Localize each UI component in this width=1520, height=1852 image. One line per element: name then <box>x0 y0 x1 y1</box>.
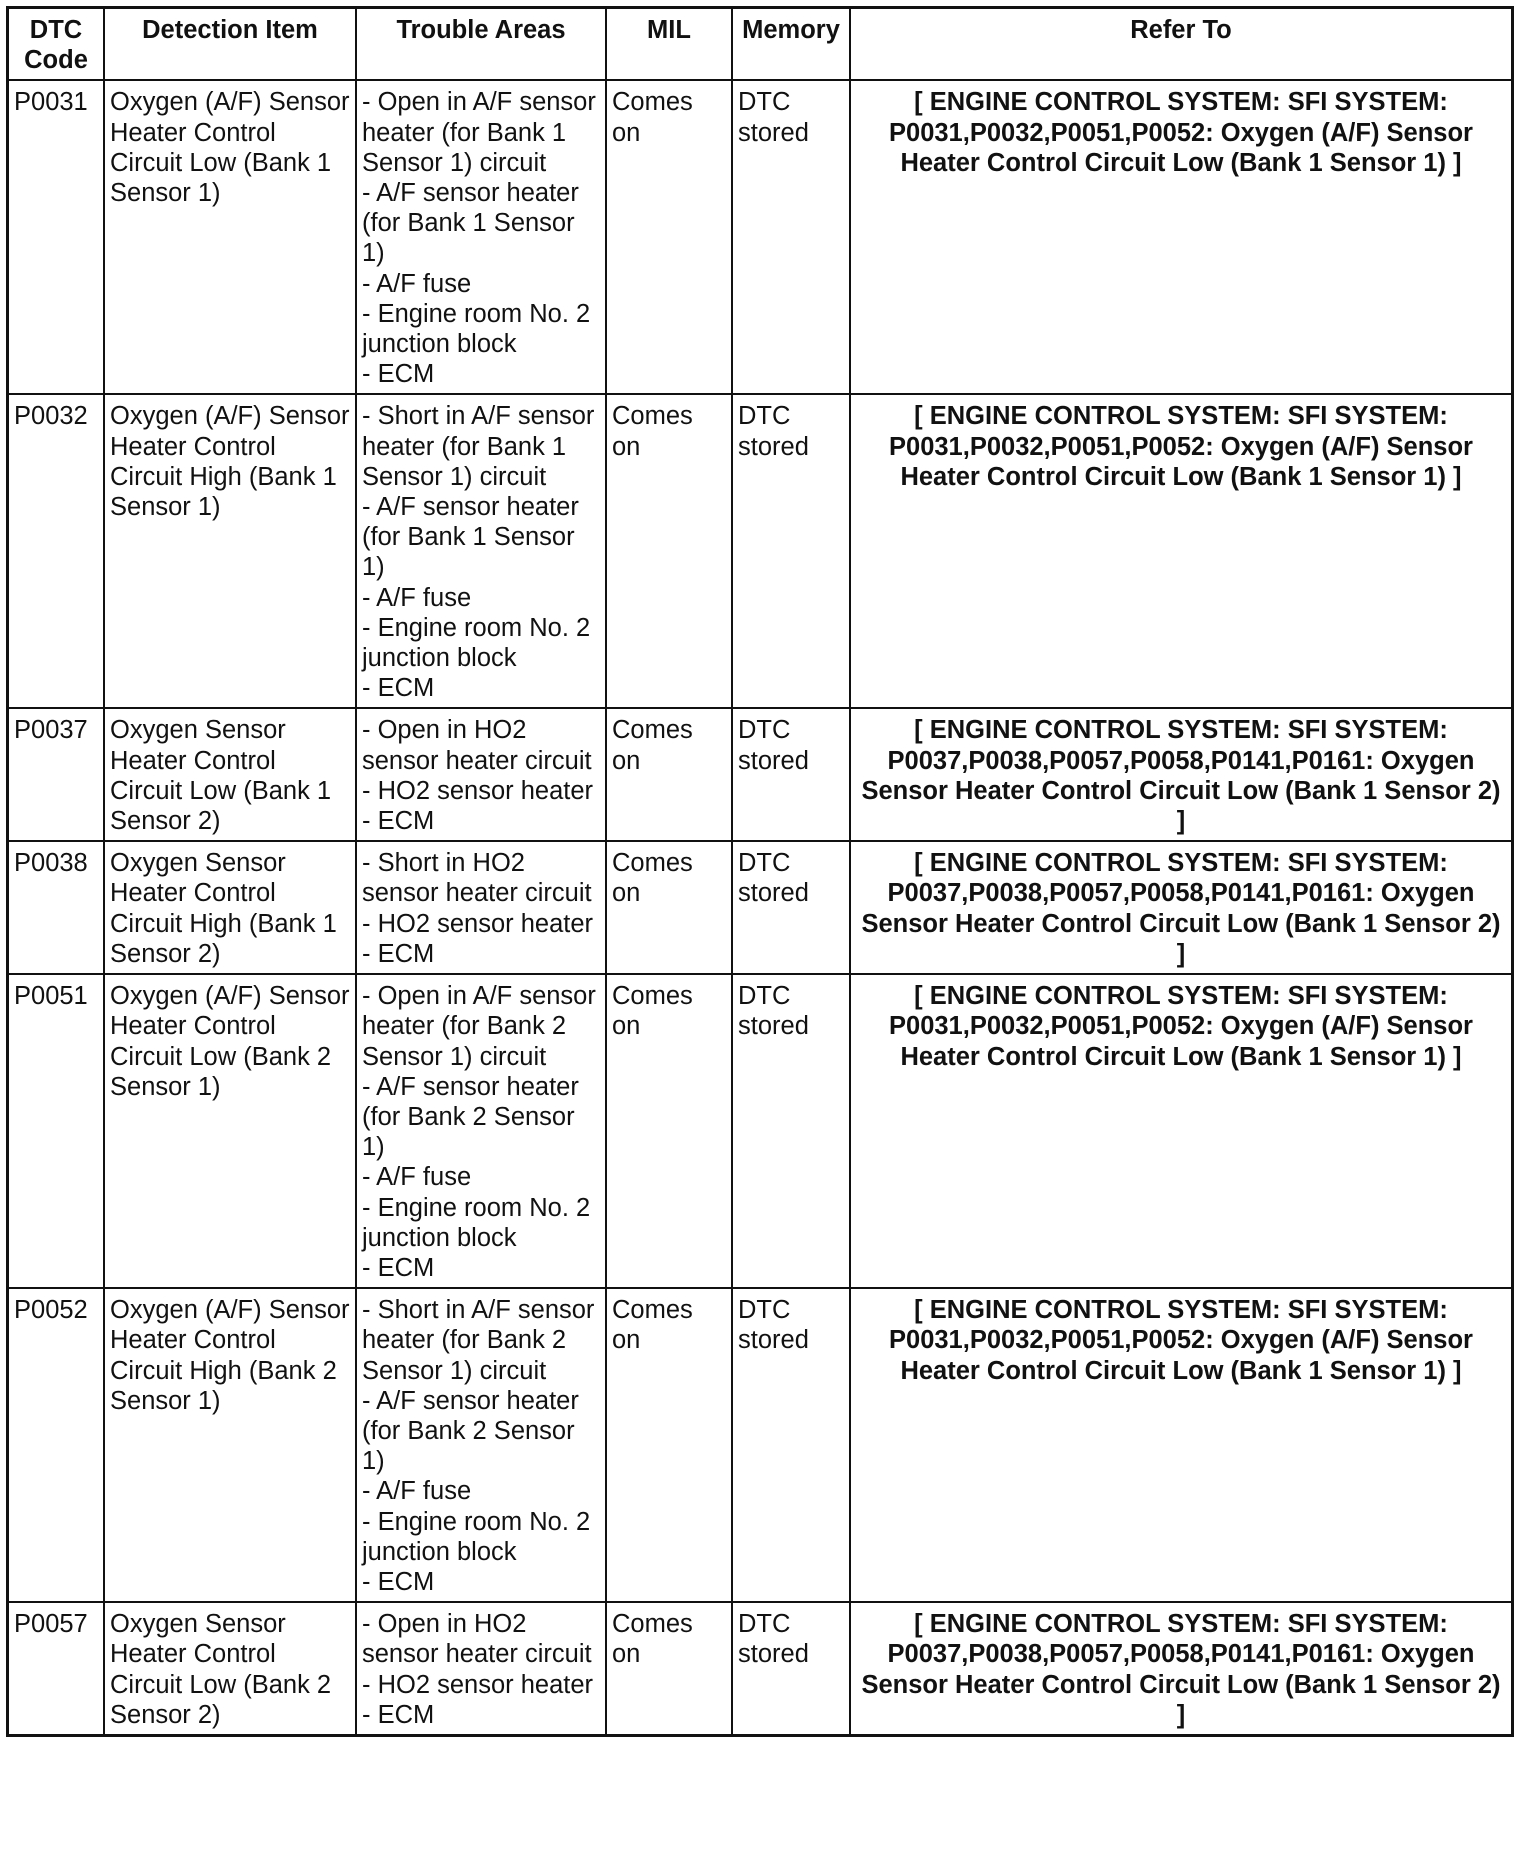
dtc-code-cell: P0057 <box>8 1602 105 1735</box>
trouble-area-item: - A/F sensor heater (for Bank 1 Sensor 1) <box>362 493 579 582</box>
refer-to-cell: [ ENGINE CONTROL SYSTEM: SFI SYSTEM: P0031,P0032,P0051,P0052: Oxygen (A/F) Sensor Heater Control Circuit Low (Bank 1 Sensor 1) ] <box>850 1288 1513 1602</box>
header-mil: MIL <box>606 8 732 81</box>
table-row <box>8 394 1513 708</box>
dtc-code-cell: P0038 <box>8 841 105 974</box>
table-row <box>8 974 1513 1288</box>
trouble-area-item: - A/F sensor heater (for Bank 1 Sensor 1) <box>362 179 579 268</box>
trouble-area-item: - A/F fuse <box>362 269 472 298</box>
dtc-table <box>6 6 1514 1737</box>
mil-cell: Comes on <box>606 841 732 974</box>
memory-cell: DTC stored <box>732 974 850 1288</box>
header-dtc-code-line2: Code <box>24 46 88 75</box>
trouble-area-item: - Open in HO2 sensor heater circuit <box>362 716 592 775</box>
trouble-area-item: - ECM <box>362 1567 435 1596</box>
trouble-area-item: - ECM <box>362 807 435 836</box>
header-dtc-code-line1: DTC <box>29 16 83 44</box>
table-header-row <box>8 8 1513 81</box>
trouble-area-item: - A/F sensor heater (for Bank 2 Sensor 1) <box>362 1072 579 1162</box>
trouble-area-item: - HO2 sensor heater <box>362 1670 594 1699</box>
trouble-areas-cell <box>356 708 606 841</box>
trouble-area-item: - HO2 sensor heater <box>362 776 594 805</box>
trouble-area-item: - Short in HO2 sensor heater circuit <box>362 849 592 908</box>
detection-item-cell: Oxygen (A/F) Sensor Heater Control Circuit High (Bank 2 Sensor 1) <box>104 1288 356 1602</box>
refer-to-cell: [ ENGINE CONTROL SYSTEM: SFI SYSTEM: P0037,P0038,P0057,P0058,P0141,P0161: Oxygen Sensor Heater Control Circuit Low (Bank 1 Sensor 2) ] <box>850 708 1513 841</box>
trouble-area-item: - A/F sensor heater (for Bank 2 Sensor 1) <box>362 1386 579 1476</box>
refer-to-cell: [ ENGINE CONTROL SYSTEM: SFI SYSTEM: P0031,P0032,P0051,P0052: Oxygen (A/F) Sensor Heater Control Circuit Low (Bank 1 Sensor 1) ] <box>850 80 1513 394</box>
detection-item-cell: Oxygen Sensor Heater Control Circuit High (Bank 1 Sensor 2) <box>104 841 356 974</box>
detection-item-cell: Oxygen (A/F) Sensor Heater Control Circuit Low (Bank 2 Sensor 1) <box>104 974 356 1288</box>
mil-cell: Comes on <box>606 1288 732 1602</box>
mil-cell: Comes on <box>606 708 732 841</box>
refer-to-cell: [ ENGINE CONTROL SYSTEM: SFI SYSTEM: P0031,P0032,P0051,P0052: Oxygen (A/F) Sensor Heater Control Circuit Low (Bank 1 Sensor 1) ] <box>850 394 1513 708</box>
dtc-code-cell: P0032 <box>8 394 105 708</box>
trouble-area-item: - ECM <box>362 939 435 968</box>
table-row <box>8 841 1513 974</box>
mil-cell: Comes on <box>606 80 732 394</box>
table-row <box>8 708 1513 841</box>
trouble-area-item: - ECM <box>362 674 435 703</box>
detection-item-cell: Oxygen (A/F) Sensor Heater Control Circuit Low (Bank 1 Sensor 1) <box>104 80 356 394</box>
memory-cell: DTC stored <box>732 80 850 394</box>
dtc-code-cell: P0052 <box>8 1288 105 1602</box>
trouble-area-item: - HO2 sensor heater <box>362 909 594 938</box>
header-detection-item: Detection Item <box>104 8 356 81</box>
refer-to-cell: [ ENGINE CONTROL SYSTEM: SFI SYSTEM: P0037,P0038,P0057,P0058,P0141,P0161: Oxygen Sensor Heater Control Circuit Low (Bank 1 Sensor 2) ] <box>850 841 1513 974</box>
memory-cell: DTC stored <box>732 1602 850 1735</box>
trouble-area-item: - Short in A/F sensor heater (for Bank 2 Sensor 1) circuit <box>362 1296 595 1385</box>
refer-to-cell: [ ENGINE CONTROL SYSTEM: SFI SYSTEM: P0031,P0032,P0051,P0052: Oxygen (A/F) Sensor Heater Control Circuit Low (Bank 1 Sensor 1) ] <box>850 974 1513 1288</box>
trouble-area-item: - Open in A/F sensor heater (for Bank 1 Sensor 1) circuit <box>362 88 596 177</box>
trouble-area-item: - ECM <box>362 1700 435 1729</box>
trouble-areas-cell <box>356 974 606 1288</box>
trouble-areas-cell <box>356 1602 606 1735</box>
refer-to-cell: [ ENGINE CONTROL SYSTEM: SFI SYSTEM: P0037,P0038,P0057,P0058,P0141,P0161: Oxygen Sensor Heater Control Circuit Low (Bank 1 Sensor 2) ] <box>850 1602 1513 1735</box>
trouble-area-item: - Engine room No. 2 junction block <box>362 1193 591 1252</box>
trouble-areas-cell <box>356 1288 606 1602</box>
mil-cell: Comes on <box>606 394 732 708</box>
trouble-area-item: - Short in A/F sensor heater (for Bank 1 Sensor 1) circuit <box>362 402 595 491</box>
table-row <box>8 1602 1513 1735</box>
trouble-area-item: - A/F fuse <box>362 1477 472 1506</box>
header-refer-to: Refer To <box>850 8 1513 81</box>
trouble-area-item: - Engine room No. 2 junction block <box>362 299 591 359</box>
table-row <box>8 80 1513 394</box>
memory-cell: DTC stored <box>732 841 850 974</box>
detection-item-cell: Oxygen Sensor Heater Control Circuit Low (Bank 1 Sensor 2) <box>104 708 356 841</box>
dtc-code-cell: P0051 <box>8 974 105 1288</box>
trouble-area-item: - ECM <box>362 1253 435 1282</box>
memory-cell: DTC stored <box>732 708 850 841</box>
trouble-area-item: - Engine room No. 2 junction block <box>362 1507 591 1566</box>
memory-cell: DTC stored <box>732 394 850 708</box>
trouble-area-item: - Open in A/F sensor heater (for Bank 2 Sensor 1) circuit <box>362 982 596 1071</box>
header-memory: Memory <box>732 8 850 81</box>
header-dtc-code <box>8 8 105 81</box>
detection-item-cell: Oxygen (A/F) Sensor Heater Control Circuit High (Bank 1 Sensor 1) <box>104 394 356 708</box>
mil-cell: Comes on <box>606 1602 732 1735</box>
trouble-area-item: - Engine room No. 2 junction block <box>362 613 591 673</box>
trouble-area-item: - Open in HO2 sensor heater circuit <box>362 1610 592 1669</box>
dtc-code-cell: P0031 <box>8 80 105 394</box>
trouble-area-item: - ECM <box>362 360 435 389</box>
trouble-areas-cell <box>356 394 606 708</box>
trouble-area-item: - A/F fuse <box>362 583 472 612</box>
table-row <box>8 1288 1513 1602</box>
table-body <box>8 80 1513 1735</box>
mil-cell: Comes on <box>606 974 732 1288</box>
trouble-areas-cell <box>356 80 606 394</box>
trouble-areas-cell <box>356 841 606 974</box>
header-trouble-areas: Trouble Areas <box>356 8 606 81</box>
memory-cell: DTC stored <box>732 1288 850 1602</box>
dtc-code-cell: P0037 <box>8 708 105 841</box>
detection-item-cell: Oxygen Sensor Heater Control Circuit Low (Bank 2 Sensor 2) <box>104 1602 356 1735</box>
trouble-area-item: - A/F fuse <box>362 1163 472 1192</box>
